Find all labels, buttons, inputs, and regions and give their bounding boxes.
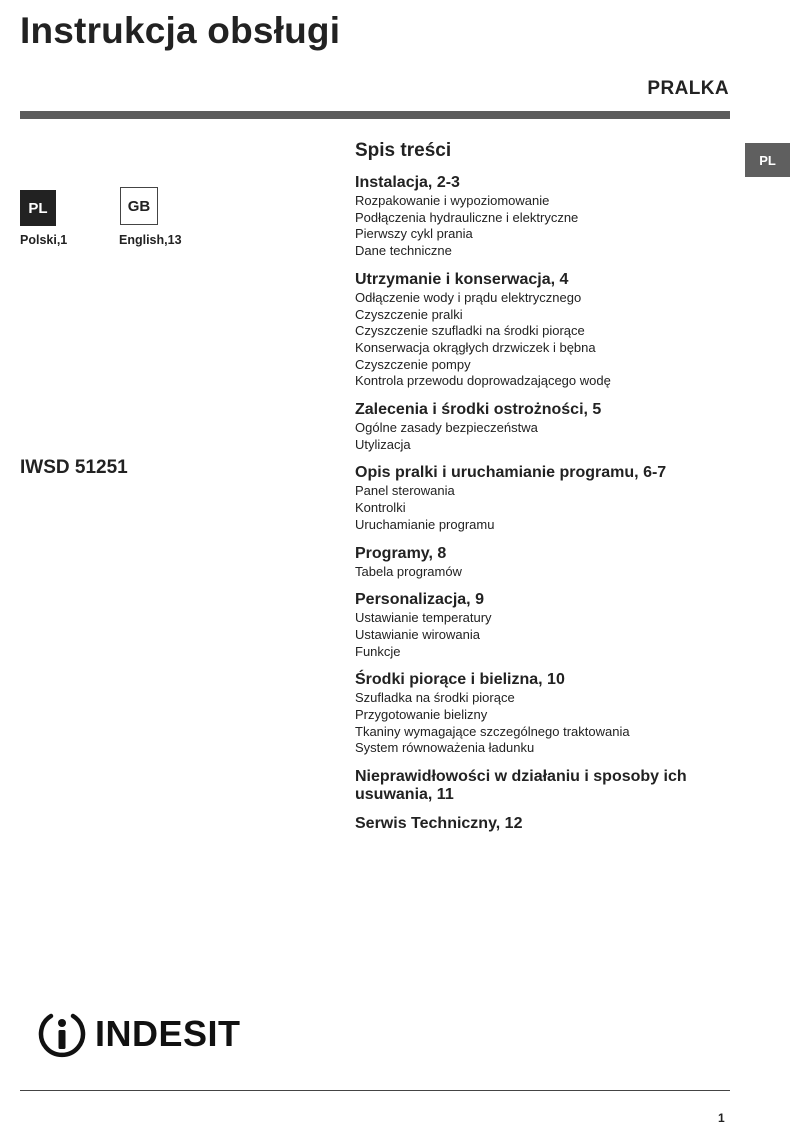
toc-item: Odłączenie wody i prądu elektrycznego [355, 289, 582, 305]
toc-section [355, 591, 730, 660]
toc-heading: Serwis Techniczny, 12 [355, 815, 523, 833]
toc-item: Dane techniczne [355, 243, 452, 259]
toc-item: Przygotowanie bielizny [355, 707, 488, 723]
toc-item: Panel sterowania [355, 483, 455, 499]
toc-item: Czyszczenie pralki [355, 306, 463, 322]
toc-heading: Programy, 8 [355, 544, 447, 562]
toc-item: Utylizacja [355, 436, 411, 452]
toc-item: Tabela programów [355, 563, 462, 579]
toc-title: Spis treści [355, 140, 452, 161]
toc-section [355, 671, 730, 757]
model-number: IWSD 51251 [20, 457, 128, 478]
toc-section [355, 768, 730, 804]
toc-heading: Nieprawidłowości w działaniu i sposoby ich usuwania, 11 [355, 768, 687, 804]
toc-item: Rozpakowanie i wypoziomowanie [355, 193, 550, 208]
toc-section [355, 815, 730, 833]
toc-item: Funkcje [355, 643, 401, 659]
toc-sections [355, 174, 730, 833]
footer-rule [20, 1090, 730, 1091]
toc-item: System równoważenia ładunku [355, 740, 535, 756]
toc-item: Czyszczenie szufladki na środki piorące [355, 323, 585, 339]
language-box-pl: PL [20, 190, 56, 226]
toc-item: Ogólne zasady bezpieczeństwa [355, 420, 538, 436]
toc-section [355, 271, 730, 390]
toc-item: Ustawianie wirowania [355, 626, 480, 642]
toc-item: Kontrolki [355, 500, 406, 516]
toc-section [355, 545, 730, 581]
language-ref-gb: English,13 [119, 233, 182, 247]
toc-item: Ustawianie temperatury [355, 610, 492, 626]
language-ref-pl: Polski,1 [20, 233, 68, 247]
toc-heading: Zalecenia i środki ostrożności, 5 [355, 401, 602, 419]
table-of-contents [355, 140, 730, 844]
toc-section [355, 174, 730, 260]
indesit-logo-icon [36, 1008, 88, 1060]
toc-heading: Utrzymanie i konserwacja, 4 [355, 270, 569, 288]
toc-item: Szufladka na środki piorące [355, 690, 515, 706]
language-side-tab: PL [745, 143, 790, 177]
toc-item: Uruchamianie programu [355, 516, 495, 532]
page-number: 1 [718, 1111, 725, 1125]
toc-section [355, 464, 730, 533]
toc-section [355, 401, 730, 453]
toc-heading: Personalizacja, 9 [355, 591, 484, 609]
toc-item: Czyszczenie pompy [355, 356, 471, 372]
document-title: Instrukcja obsługi [20, 10, 341, 51]
toc-item: Tkaniny wymagające szczególnego traktowania [355, 723, 630, 739]
toc-item: Pierwszy cykl prania [355, 226, 473, 242]
language-box-gb: GB [120, 187, 158, 225]
toc-item: Konserwacja okrągłych drzwiczek i bębna [355, 339, 596, 355]
toc-heading: Opis pralki i uruchamianie programu, 6-7 [355, 464, 667, 482]
toc-heading: Instalacja, 2-3 [355, 174, 460, 191]
brand-logo [36, 1008, 241, 1060]
toc-item: Kontrola przewodu doprowadzającego wodę [355, 373, 611, 389]
toc-heading: Środki piorące i bielizna, 10 [355, 671, 565, 689]
product-type-label: PRALKA [647, 78, 729, 99]
toc-item: Podłączenia hydrauliczne i elektryczne [355, 209, 579, 225]
header-rule [20, 111, 730, 119]
logo-wordmark: INDESIT [95, 1013, 241, 1054]
